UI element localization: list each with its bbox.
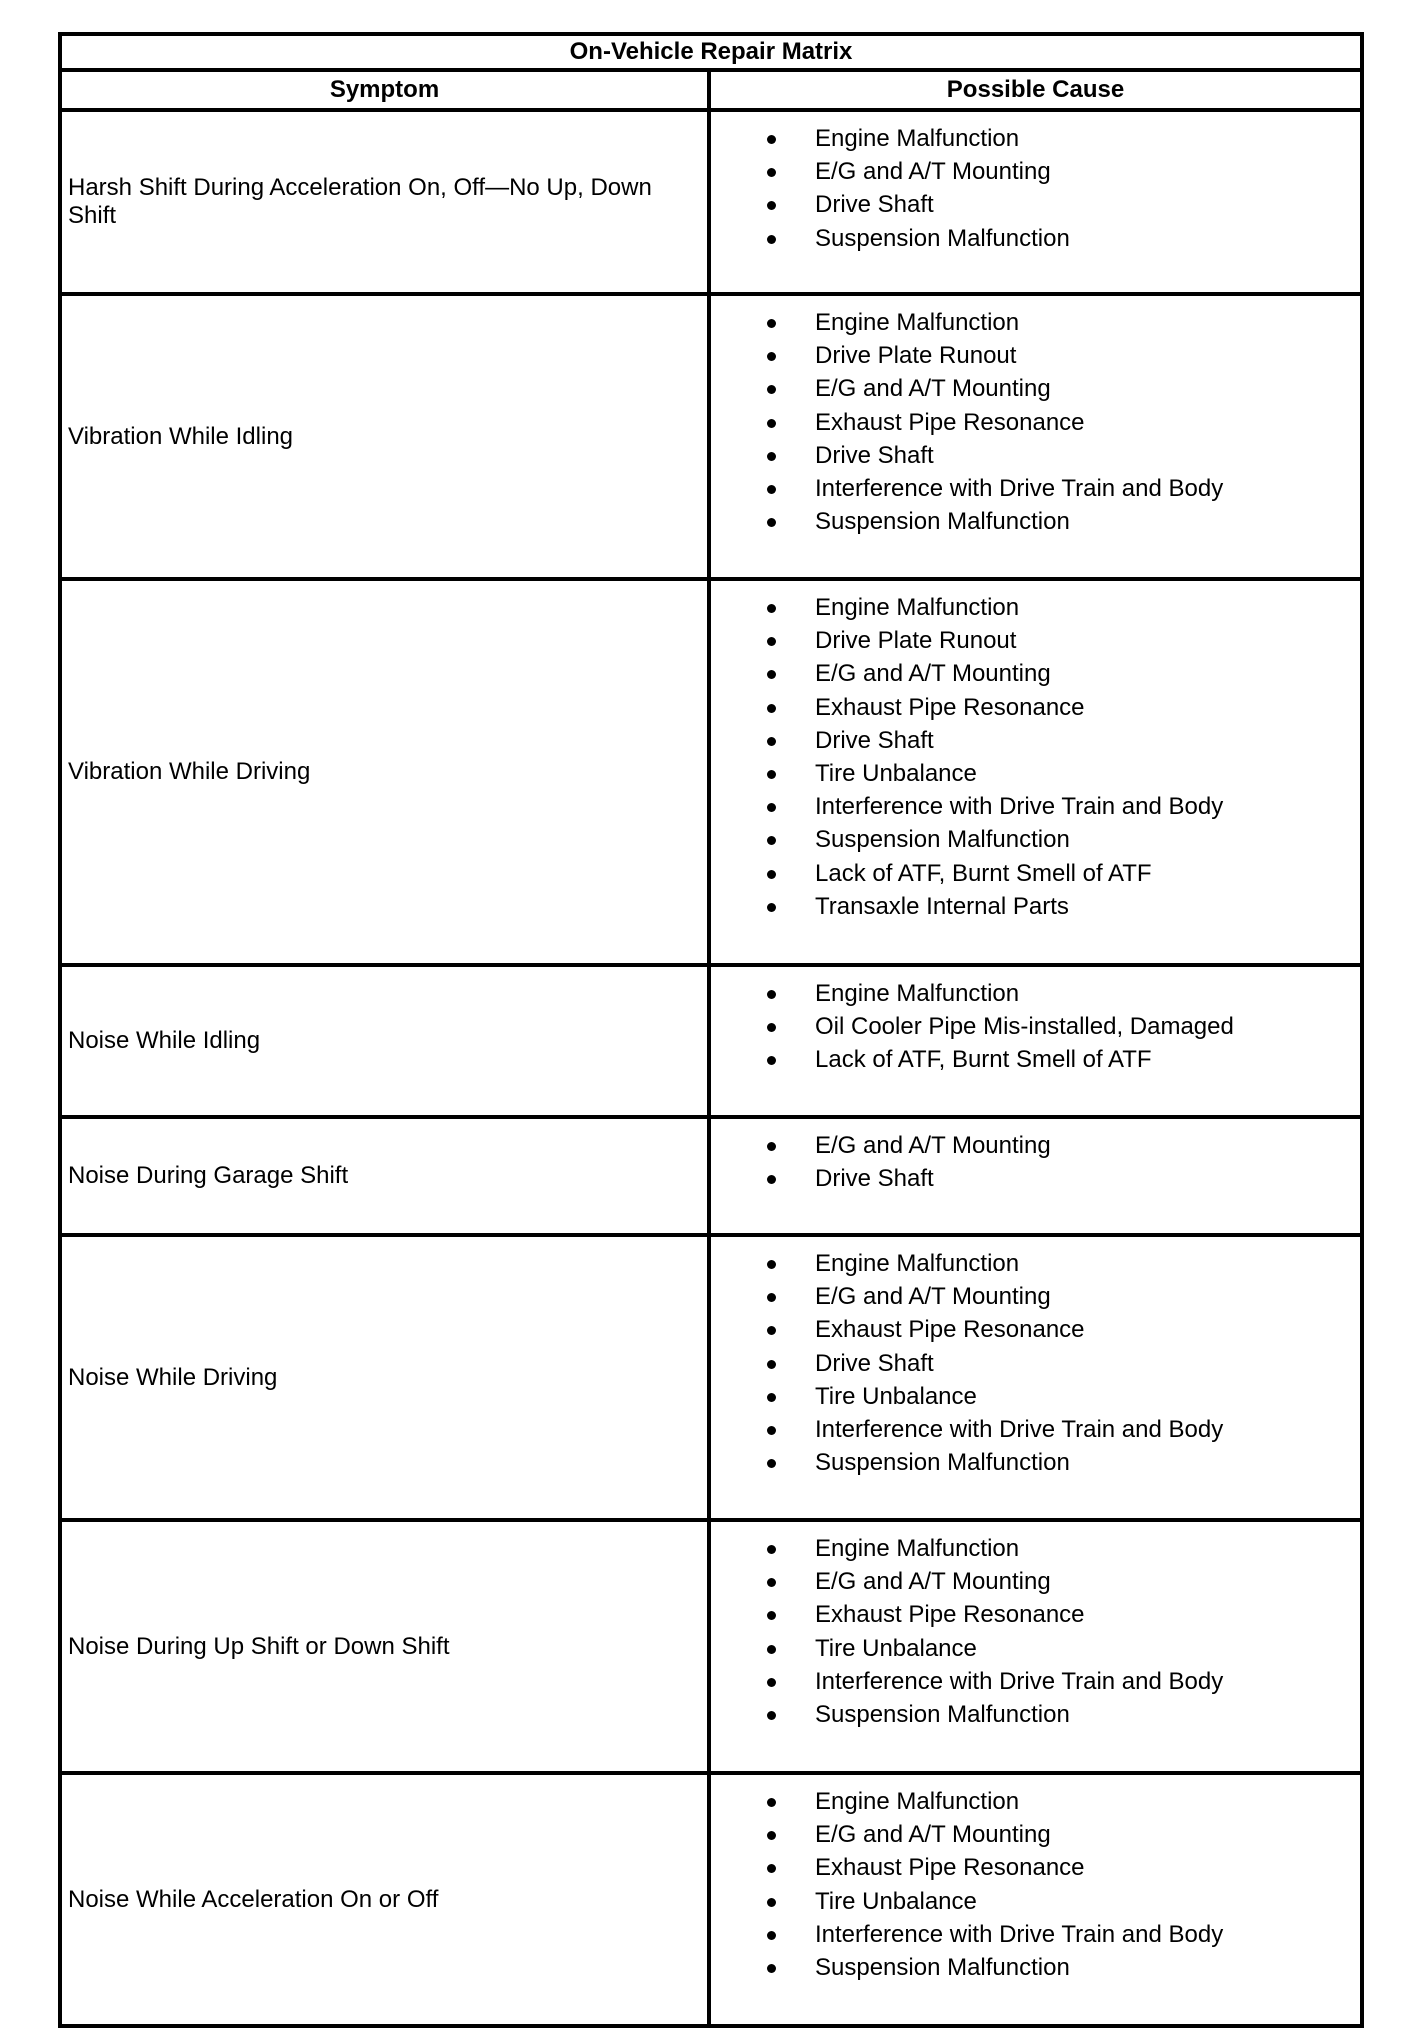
cause-list-item bbox=[711, 691, 1360, 724]
cause-text: Suspension Malfunction bbox=[815, 1700, 1070, 1728]
bullet-icon bbox=[767, 604, 776, 613]
symptom-cell: Noise While Idling bbox=[60, 965, 709, 1117]
cause-list-item bbox=[711, 155, 1360, 188]
bullet-icon bbox=[767, 1459, 776, 1468]
cause-text: Interference with Drive Train and Body bbox=[815, 1415, 1224, 1443]
cause-text: Lack of ATF, Burnt Smell of ATF bbox=[815, 859, 1152, 887]
cause-list-item bbox=[711, 1885, 1360, 1918]
cause-list-item bbox=[711, 122, 1360, 155]
cause-text: Engine Malfunction bbox=[815, 309, 1020, 336]
cause-list-item bbox=[711, 1010, 1360, 1043]
possible-cause-cell bbox=[709, 1520, 1362, 1773]
cause-list-item bbox=[711, 222, 1360, 255]
cause-text: Engine Malfunction bbox=[815, 1788, 1020, 1815]
cause-text: Engine Malfunction bbox=[815, 1250, 1020, 1277]
table-row bbox=[60, 1773, 1362, 2026]
repair-matrix-table bbox=[58, 32, 1364, 2028]
cause-text: Transaxle Internal Parts bbox=[815, 892, 1069, 920]
cause-list-item bbox=[711, 1698, 1360, 1731]
cause-text: Drive Shaft bbox=[815, 441, 934, 469]
cause-list-item bbox=[711, 1918, 1360, 1951]
bullet-icon bbox=[767, 1326, 776, 1335]
bullet-icon bbox=[767, 670, 776, 679]
bullet-icon bbox=[767, 836, 776, 845]
cause-list-item bbox=[711, 1162, 1360, 1195]
bullet-icon bbox=[767, 1578, 776, 1587]
bullet-icon bbox=[767, 1023, 776, 1032]
bullet-icon bbox=[767, 1142, 776, 1151]
table-row bbox=[60, 579, 1362, 965]
cause-text: Interference with Drive Train and Body bbox=[815, 1667, 1224, 1695]
cause-list-item bbox=[711, 1532, 1360, 1565]
cause-text: Drive Plate Runout bbox=[815, 342, 1017, 370]
cause-list bbox=[711, 1532, 1360, 1731]
bullet-icon bbox=[767, 385, 776, 394]
cause-list-item bbox=[711, 1247, 1360, 1280]
cause-list-item bbox=[711, 339, 1360, 372]
cause-list-item bbox=[711, 1665, 1360, 1698]
cause-list-item bbox=[711, 890, 1360, 923]
cause-text: Tire Unbalance bbox=[815, 1887, 977, 1915]
bullet-icon bbox=[767, 518, 776, 527]
cause-text: Engine Malfunction bbox=[815, 980, 1020, 1007]
bullet-icon bbox=[767, 1545, 776, 1554]
possible-cause-cell bbox=[709, 1773, 1362, 2026]
bullet-icon bbox=[767, 737, 776, 746]
table-row bbox=[60, 294, 1362, 579]
bullet-icon bbox=[767, 637, 776, 646]
bullet-icon bbox=[767, 1393, 776, 1402]
cause-list-item bbox=[711, 1280, 1360, 1313]
cause-list-item bbox=[711, 505, 1360, 538]
cause-text: E/G and A/T Mounting bbox=[815, 1283, 1051, 1311]
symptom-cell: Vibration While Driving bbox=[60, 579, 709, 965]
bullet-icon bbox=[767, 1611, 776, 1620]
cause-text: E/G and A/T Mounting bbox=[815, 660, 1051, 688]
cause-list-item bbox=[711, 1043, 1360, 1076]
bullet-icon bbox=[767, 1175, 776, 1184]
bullet-icon bbox=[767, 704, 776, 713]
possible-cause-cell bbox=[709, 965, 1362, 1117]
cause-text: Interference with Drive Train and Body bbox=[815, 474, 1224, 502]
cause-text: Suspension Malfunction bbox=[815, 508, 1070, 536]
table-row bbox=[60, 110, 1362, 294]
cause-list-item bbox=[711, 657, 1360, 690]
symptom-cell: Harsh Shift During Acceleration On, Off—No Up, Down Shift bbox=[60, 110, 709, 294]
cause-text: E/G and A/T Mounting bbox=[815, 1821, 1051, 1849]
table-row bbox=[60, 1235, 1362, 1520]
cause-text: Oil Cooler Pipe Mis-installed, Damaged bbox=[815, 1013, 1234, 1041]
bullet-icon bbox=[767, 1964, 776, 1973]
cause-list bbox=[711, 977, 1360, 1077]
cause-list-item bbox=[711, 857, 1360, 890]
bullet-icon bbox=[767, 1798, 776, 1807]
cause-list-item bbox=[711, 1598, 1360, 1631]
cause-list-item bbox=[711, 1347, 1360, 1380]
bullet-icon bbox=[767, 1831, 776, 1840]
cause-text: Suspension Malfunction bbox=[815, 224, 1070, 252]
bullet-icon bbox=[767, 419, 776, 428]
cause-text: Exhaust Pipe Resonance bbox=[815, 1854, 1085, 1882]
cause-text: Exhaust Pipe Resonance bbox=[815, 1316, 1085, 1344]
bullet-icon bbox=[767, 1645, 776, 1654]
cause-list bbox=[711, 1129, 1360, 1195]
cause-list-item bbox=[711, 823, 1360, 856]
cause-list-item bbox=[711, 188, 1360, 221]
bullet-icon bbox=[767, 1898, 776, 1907]
cause-list-item bbox=[711, 624, 1360, 657]
symptom-cell: Noise During Garage Shift bbox=[60, 1117, 709, 1235]
symptom-cell: Noise While Acceleration On or Off bbox=[60, 1773, 709, 2026]
cause-text: Drive Shaft bbox=[815, 726, 934, 754]
table-row bbox=[60, 1117, 1362, 1235]
cause-list-item bbox=[711, 1818, 1360, 1851]
bullet-icon bbox=[767, 903, 776, 912]
cause-list-item bbox=[711, 790, 1360, 823]
cause-text: E/G and A/T Mounting bbox=[815, 158, 1051, 186]
possible-cause-cell bbox=[709, 1235, 1362, 1520]
cause-list-item bbox=[711, 591, 1360, 624]
cause-list bbox=[711, 1247, 1360, 1479]
cause-text: Tire Unbalance bbox=[815, 1634, 977, 1662]
cause-list-item bbox=[711, 1951, 1360, 1984]
cause-list-item bbox=[711, 472, 1360, 505]
possible-cause-cell bbox=[709, 579, 1362, 965]
possible-cause-cell bbox=[709, 110, 1362, 294]
bullet-icon bbox=[767, 803, 776, 812]
cause-list-item bbox=[711, 1785, 1360, 1818]
cause-text: Tire Unbalance bbox=[815, 759, 977, 787]
cause-text: Drive Shaft bbox=[815, 1165, 934, 1193]
cause-text: E/G and A/T Mounting bbox=[815, 1568, 1051, 1596]
bullet-icon bbox=[767, 201, 776, 210]
cause-text: Interference with Drive Train and Body bbox=[815, 1920, 1224, 1948]
symptom-cell: Noise During Up Shift or Down Shift bbox=[60, 1520, 709, 1773]
bullet-icon bbox=[767, 1056, 776, 1065]
bullet-icon bbox=[767, 870, 776, 879]
bullet-icon bbox=[767, 1678, 776, 1687]
cause-list-item bbox=[711, 406, 1360, 439]
possible-cause-column-header: Possible Cause bbox=[709, 70, 1362, 110]
bullet-icon bbox=[767, 1360, 776, 1369]
cause-list-item bbox=[711, 1313, 1360, 1346]
bullet-icon bbox=[767, 235, 776, 244]
title-row bbox=[60, 34, 1362, 70]
cause-text: Exhaust Pipe Resonance bbox=[815, 1601, 1085, 1629]
possible-cause-cell bbox=[709, 294, 1362, 579]
cause-text: Exhaust Pipe Resonance bbox=[815, 408, 1085, 436]
cause-text: Suspension Malfunction bbox=[815, 1953, 1070, 1981]
bullet-icon bbox=[767, 352, 776, 361]
cause-list-item bbox=[711, 439, 1360, 472]
bullet-icon bbox=[767, 452, 776, 461]
bullet-icon bbox=[767, 1260, 776, 1269]
bullet-icon bbox=[767, 135, 776, 144]
cause-list bbox=[711, 591, 1360, 923]
cause-text: Interference with Drive Train and Body bbox=[815, 793, 1224, 821]
cause-text: Suspension Malfunction bbox=[815, 1449, 1070, 1477]
cause-text: Drive Shaft bbox=[815, 191, 934, 219]
cause-list-item bbox=[711, 306, 1360, 339]
symptom-cell: Vibration While Idling bbox=[60, 294, 709, 579]
cause-list-item bbox=[711, 1413, 1360, 1446]
cause-list-item bbox=[711, 1851, 1360, 1884]
cause-text: Engine Malfunction bbox=[815, 1535, 1020, 1562]
cause-list-item bbox=[711, 757, 1360, 790]
cause-list-item bbox=[711, 1632, 1360, 1665]
cause-text: Engine Malfunction bbox=[815, 594, 1020, 621]
cause-list-item bbox=[711, 1129, 1360, 1162]
table-body bbox=[60, 110, 1362, 2026]
cause-list-item bbox=[711, 1446, 1360, 1479]
cause-text: Exhaust Pipe Resonance bbox=[815, 693, 1085, 721]
bullet-icon bbox=[767, 1931, 776, 1940]
bullet-icon bbox=[767, 168, 776, 177]
symptom-column-header: Symptom bbox=[60, 70, 709, 110]
header-row bbox=[60, 70, 1362, 110]
bullet-icon bbox=[767, 770, 776, 779]
table-row bbox=[60, 965, 1362, 1117]
bullet-icon bbox=[767, 1864, 776, 1873]
bullet-icon bbox=[767, 990, 776, 999]
cause-text: Tire Unbalance bbox=[815, 1382, 977, 1410]
cause-text: Engine Malfunction bbox=[815, 125, 1020, 152]
cause-text: Drive Shaft bbox=[815, 1349, 934, 1377]
cause-text: Drive Plate Runout bbox=[815, 627, 1017, 655]
cause-text: E/G and A/T Mounting bbox=[815, 1132, 1051, 1159]
cause-text: Suspension Malfunction bbox=[815, 826, 1070, 854]
bullet-icon bbox=[767, 1293, 776, 1302]
bullet-icon bbox=[767, 319, 776, 328]
cause-text: E/G and A/T Mounting bbox=[815, 375, 1051, 403]
cause-list bbox=[711, 306, 1360, 538]
cause-list bbox=[711, 122, 1360, 255]
symptom-cell: Noise While Driving bbox=[60, 1235, 709, 1520]
table-row bbox=[60, 1520, 1362, 1773]
cause-list-item bbox=[711, 372, 1360, 405]
cause-text: Lack of ATF, Burnt Smell of ATF bbox=[815, 1046, 1152, 1074]
bullet-icon bbox=[767, 485, 776, 494]
cause-list-item bbox=[711, 724, 1360, 757]
bullet-icon bbox=[767, 1426, 776, 1435]
cause-list-item bbox=[711, 1565, 1360, 1598]
table-title: On-Vehicle Repair Matrix bbox=[60, 34, 1362, 70]
cause-list-item bbox=[711, 1380, 1360, 1413]
possible-cause-cell bbox=[709, 1117, 1362, 1235]
cause-list bbox=[711, 1785, 1360, 1984]
bullet-icon bbox=[767, 1711, 776, 1720]
cause-list-item bbox=[711, 977, 1360, 1010]
